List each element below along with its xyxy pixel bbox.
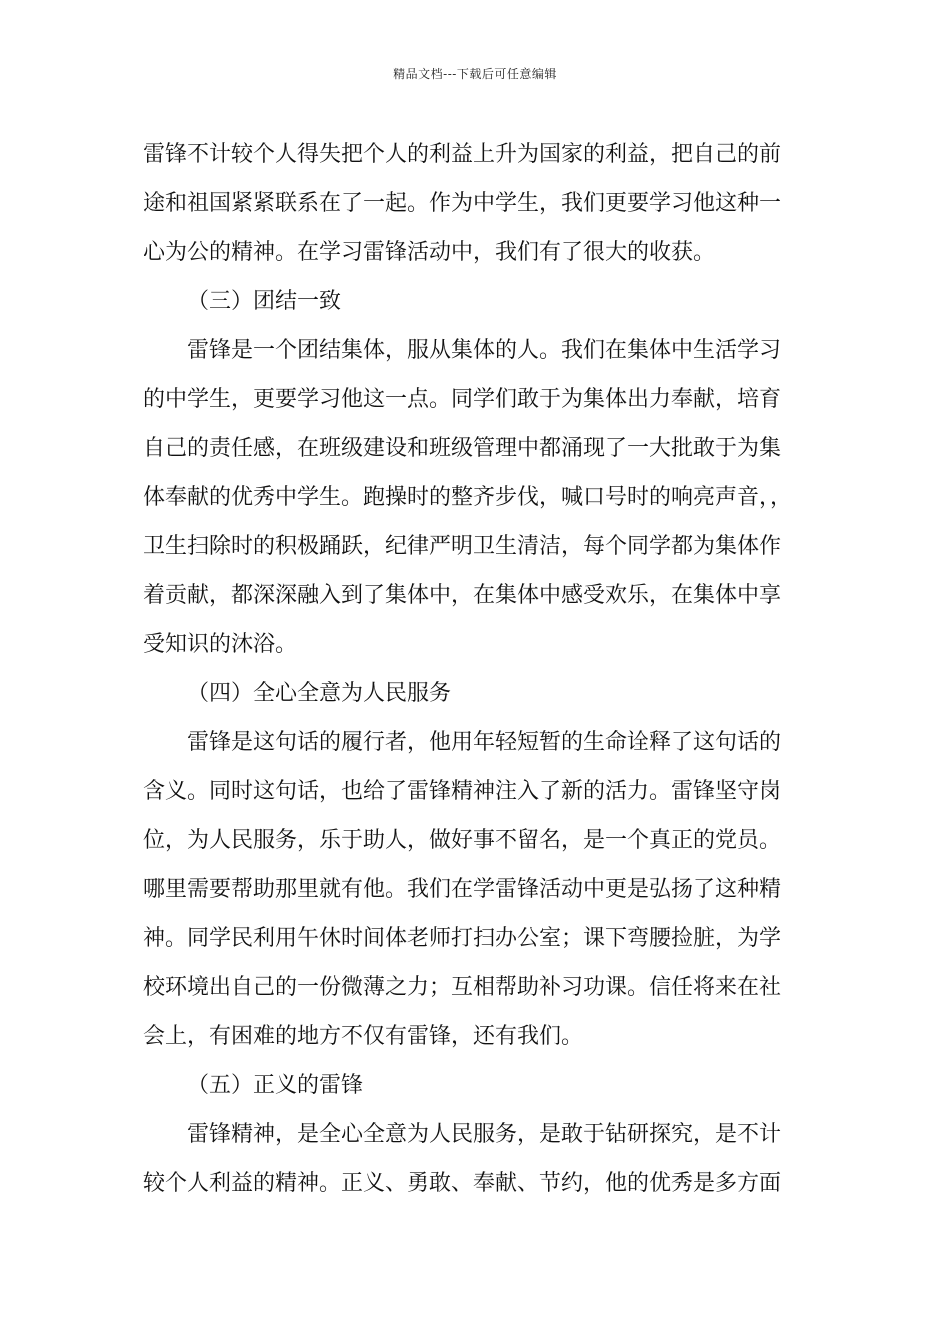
text-line: 着贡献，都深深融入到了集体中，在集体中感受欢乐，在集体中享 (143, 583, 782, 608)
text-line: 受知识的沐浴。 (143, 632, 298, 657)
text-line: 会上，有困难的地方不仅有雷锋，还有我们。 (143, 1024, 584, 1049)
text-line: 雷锋不计较个人得失把个人的利益上升为国家的利益，把自己的前 (143, 142, 782, 167)
paragraph-start: 雷锋是一个团结集体，服从集体的人。我们在集体中生活学习 (187, 338, 782, 363)
text-line: 自己的责任感，在班级建设和班级管理中都涌现了一大批敢于为集 (143, 436, 782, 461)
text-line: 的中学生，更要学习他这一点。同学们敢于为集体出力奉献，培育 (143, 387, 782, 412)
section-heading-3: （三）团结一致 (187, 289, 342, 314)
text-line: 心为公的精神。在学习雷锋活动中，我们有了很大的收获。 (143, 240, 716, 265)
page-header: 精品文档---下载后可任意编辑 (393, 67, 557, 81)
text-line: 含义。同时这句话，也给了雷锋精神注入了新的活力。雷锋坚守岗 (143, 779, 782, 804)
text-line: 神。同学民利用午休时间体老师打扫办公室；课下弯腰捡脏，为学 (143, 926, 782, 951)
paragraph-start: 雷锋是这句话的履行者，他用年轻短暂的生命诠释了这句话的 (187, 730, 782, 755)
text-line: 体奉献的优秀中学生。跑操时的整齐步伐，喊口号时的响亮声音，， (143, 485, 793, 510)
text-line: 校环境出自己的一份微薄之力；互相帮助补习功课。信任将来在社 (143, 975, 782, 1000)
section-heading-5: （五）正义的雷锋 (187, 1073, 364, 1098)
text-line: 卫生扫除时的积极踊跃，纪律严明卫生清洁，每个同学都为集体作 (143, 534, 782, 559)
paragraph-start: 雷锋精神，是全心全意为人民服务，是敢于钻研探究，是不计 (187, 1122, 782, 1147)
text-line: 哪里需要帮助那里就有他。我们在学雷锋活动中更是弘扬了这种精 (143, 877, 782, 902)
section-heading-4: （四）全心全意为人民服务 (187, 681, 452, 706)
text-line: 较个人利益的精神。正义、勇敢、奉献、节约，他的优秀是多方面 (143, 1171, 782, 1196)
text-line: 位，为人民服务，乐于助人，做好事不留名，是一个真正的党员。 (143, 828, 782, 853)
document-body (143, 130, 813, 1208)
text-line: 途和祖国紧紧联系在了一起。作为中学生，我们更要学习他这种一 (143, 191, 782, 216)
